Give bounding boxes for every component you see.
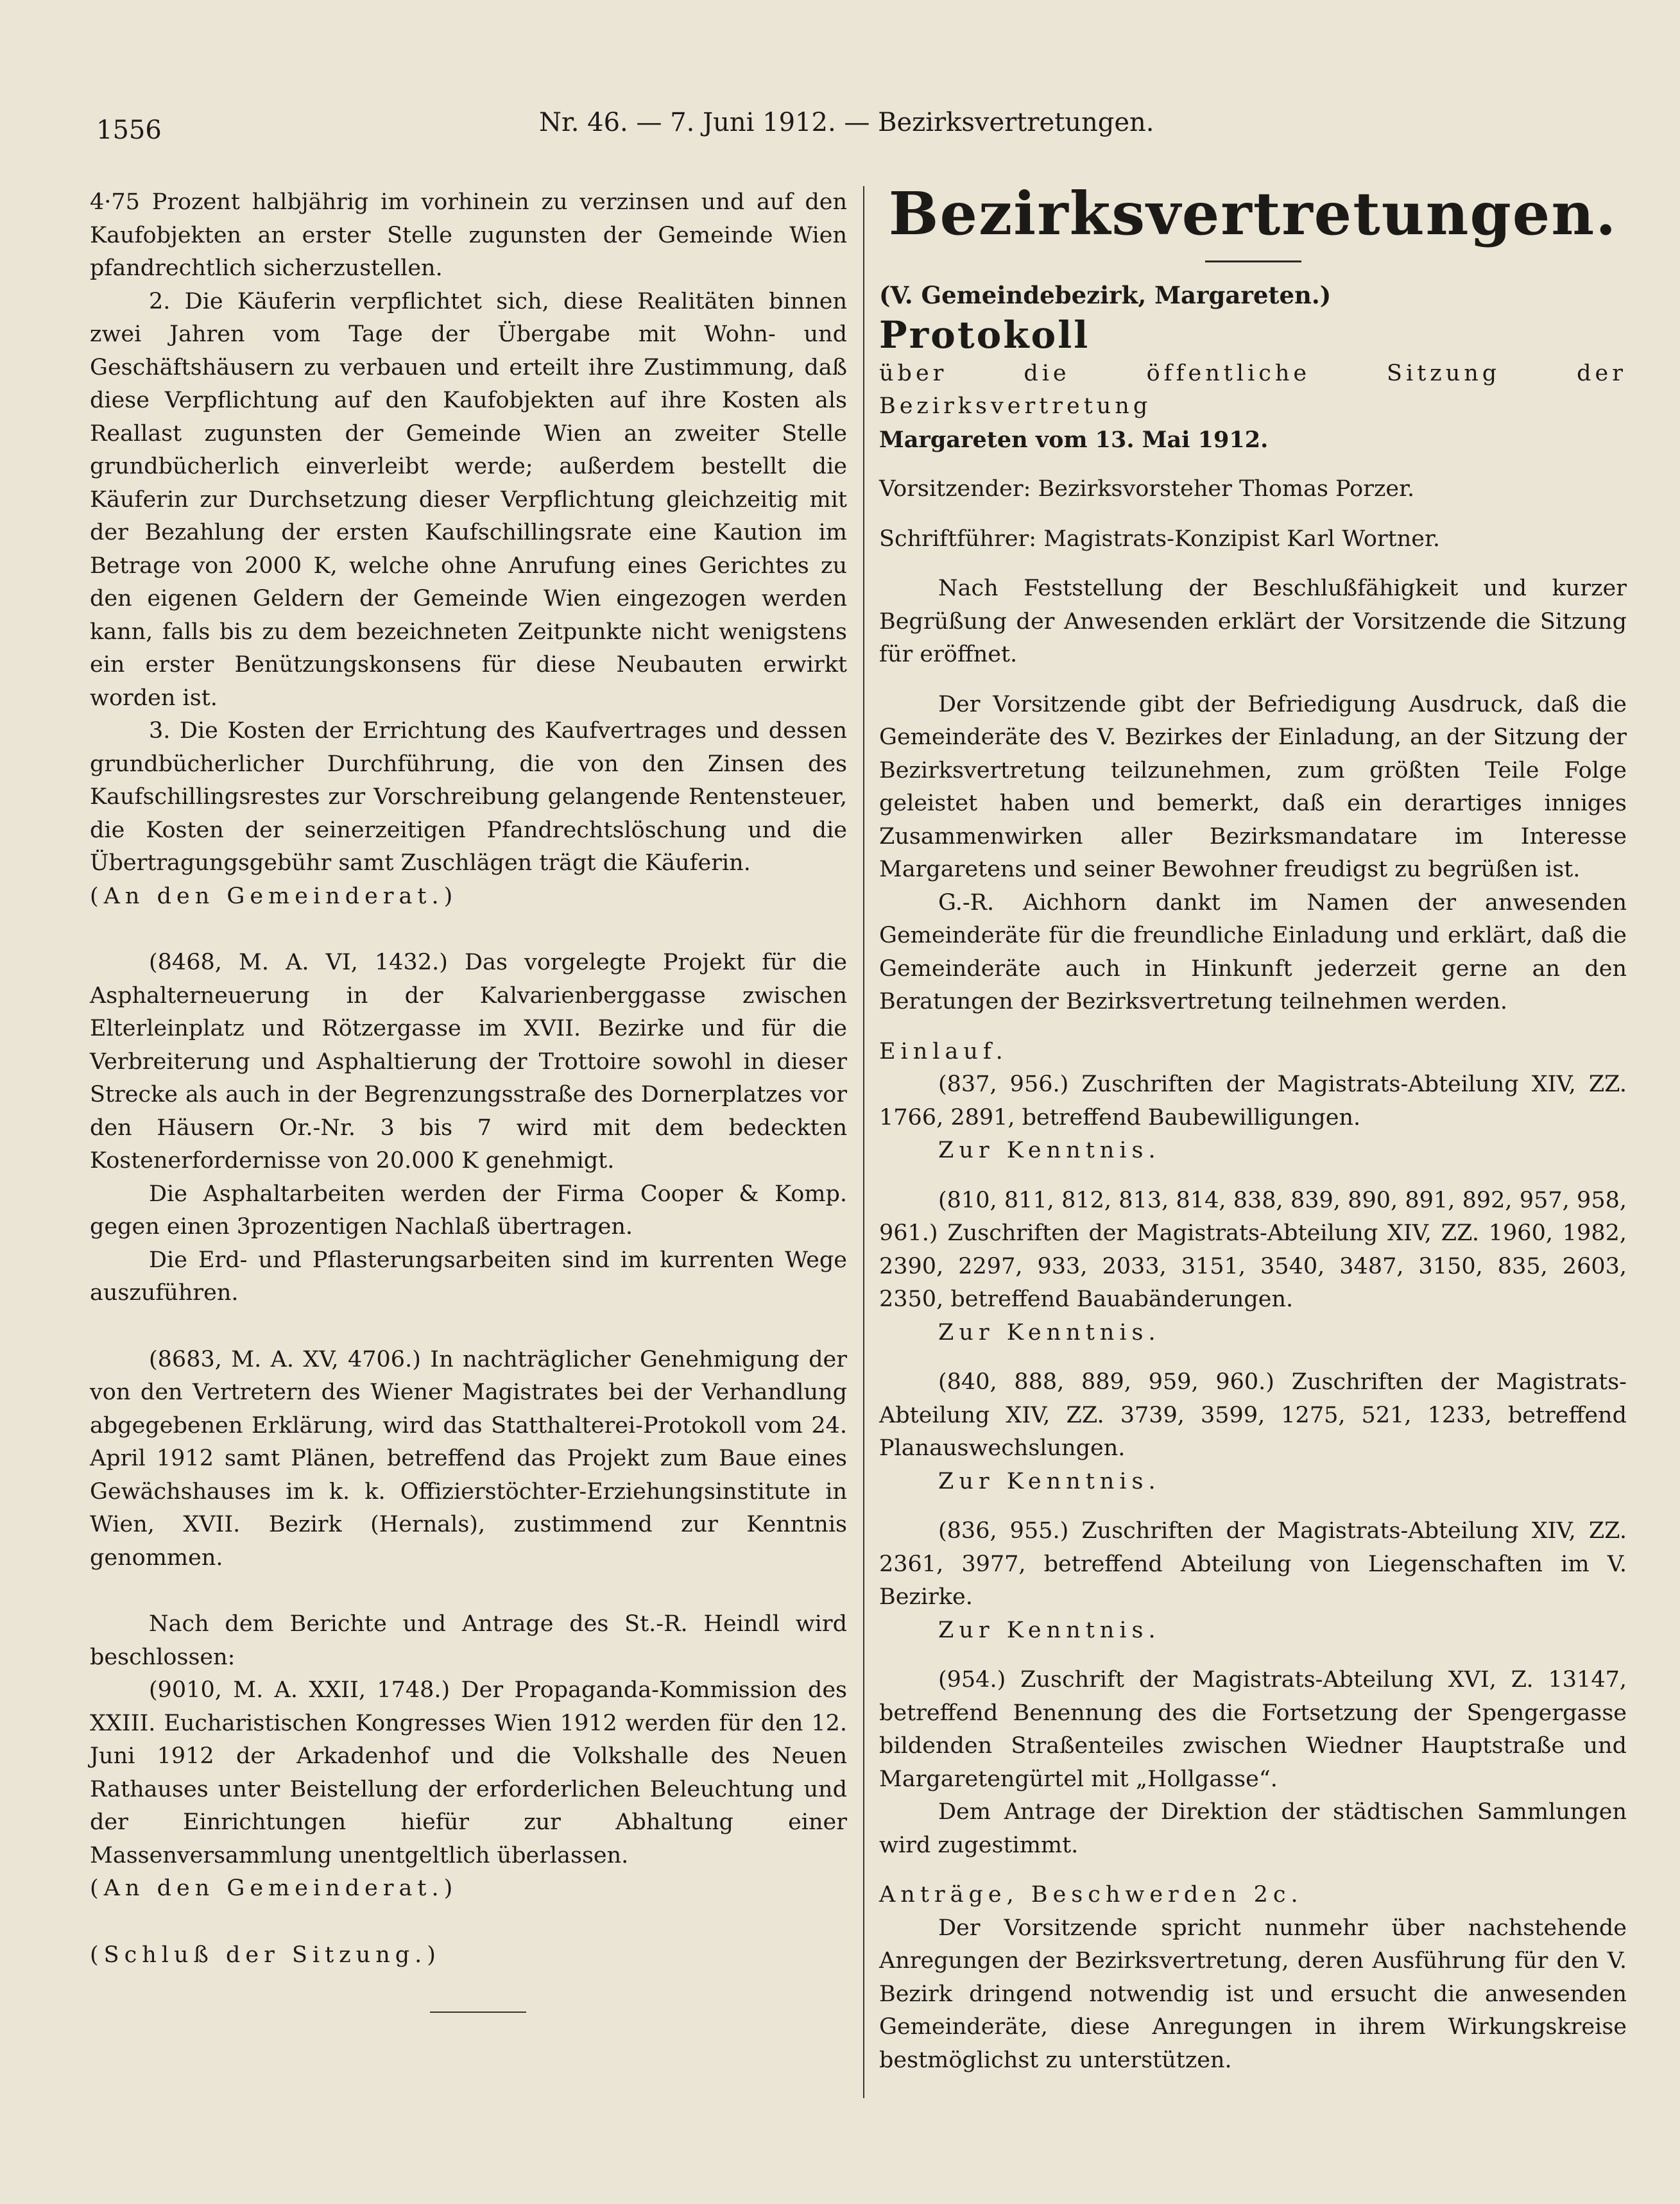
paragraph: 3. Die Kosten der Errichtung des Kaufvertrages und dessen grundbücherlicher Durchführung, die von den Zinsen des Kaufschillingsrestes zur Vorschreibung gelangende Rentensteuer, die Kosten der seinerzeitigen Pfandrechtslöschung und die Übertragungsgebühr samt Zuschlägen trägt die Käuferin.	[90, 718, 847, 876]
page-number: 1556	[96, 115, 162, 145]
paragraph: (836, 955.) Zuschriften der Magistrats-Abteilung XIV, ZZ. 2361, 3977, betreffend Abteilung von Liegenschaften im V. Bezirke.	[879, 1518, 1627, 1610]
paragraph: 2. Die Käuferin verpflichtet sich, diese Realitäten binnen zwei Jahren vom Tage der Übergabe mit Wohn- und Geschäftshäusern zu verbauen und erteilt ihre Zustimmung, daß diese Verpflichtung auf den Kaufobjekten auf ihre Kosten als Reallast zugunsten der Gemeinde Wien an zweiter Stelle grundbücherlich einverleibt werde; außerdem bestellt die Käuferin zur Durchsetzung dieser Verpflichtung gleichzeitig mit der Bezahlung der ersten Kaufschillingsrate eine Kaution im Betrage von 2000 K, welche ohne Anrufung eines Gerichtes zu den eigenen Geldern der Gemeinde Wien eingezogen werden kann, falls bis zu dem bezeichneten Zeitpunkte nicht wenigstens ein erster Benützungskonsens für diese Neubauten erwirkt worden ist.	[90, 288, 847, 711]
decision-note: Zur Kenntnis.	[938, 1617, 1161, 1643]
paragraph: Nach Feststellung der Beschlußfähigkeit und kurzer Begrüßung der Anwesenden erklärt der Vorsitzende die Sitzung für eröffnet.	[879, 576, 1627, 667]
paragraph: (840, 888, 889, 959, 960.) Zuschriften der Magistrats-Abteilung XIV, ZZ. 3739, 3599, 1275, 521, 1233, betreffend Planauswechslungen.	[879, 1369, 1627, 1461]
decision-note: Zur Kenntnis.	[938, 1468, 1161, 1494]
decision-note: Zur Kenntnis.	[938, 1319, 1161, 1345]
paragraph: Der Vorsitzende gibt der Befriedigung Ausdruck, daß die Gemeinderäte des V. Bezirkes der Einladung, an der Sitzung der Bezirksvertretung teilzunehmen, zum größten Teile Folge geleistet haben und bemerkt, daß ein derartiges inniges Zusammenwirken aller Bezirksmandatare im Interesse Margaretens und seiner Bewohner freudigst zu begrüßen ist.	[879, 691, 1627, 882]
paragraph: Die Erd- und Pflasterungsarbeiten sind im kurrenten Wege auszuführen.	[90, 1247, 847, 1306]
paragraph: Dem Antrage der Direktion der städtischen Sammlungen wird zugestimmt.	[879, 1799, 1627, 1858]
left-column	[90, 186, 847, 1972]
paragraph: (810, 811, 812, 813, 814, 838, 839, 890, 891, 892, 957, 958, 961.) Zuschriften der Magistrats-Abteilung XIV, ZZ. 1960, 1982, 2390, 2297, 933, 2033, 3151, 3540, 3487, 3150, 835, 2603, 2350, betreffend Bauabänderungen.	[879, 1187, 1627, 1312]
paragraph: Die Asphaltarbeiten werden der Firma Cooper & Komp. gegen einen 3prozentigen Nachlaß übertragen.	[90, 1181, 847, 1240]
right-column	[879, 179, 1627, 2077]
paragraph: G.-R. Aichhorn dankt im Namen der anwesenden Gemeinderäte für die freundliche Einladung und erklärt, daß die Gemeinderäte auch in Hinkunft jederzeit gerne an den Beratungen der Bezirksvertretung teilnehmen werden.	[879, 889, 1627, 1014]
decision-note: Zur Kenntnis.	[938, 1138, 1161, 1163]
paragraph: (9010, M. A. XXII, 1748.) Der Propaganda-Kommission des XXIII. Eucharistischen Kongresses Wien 1912 werden für den 12. Juni 1912 der Arkadenhof und die Volkshalle des Neuen Rathauses unter Beistellung der erforderlichen Beleuchtung und der Einrichtungen hiefür zur Abhaltung einer Massenversammlung unentgeltlich überlassen.	[90, 1677, 847, 1868]
session-closing: (Schluß der Sitzung.)	[90, 1942, 441, 1968]
protocol-title: Protokoll	[879, 312, 1090, 357]
section-title: Bezirksvertretungen.	[888, 179, 1618, 248]
paragraph: 4·75 Prozent halbjährig im vorhinein zu verzinsen und auf den Kaufobjekten an erster Stelle zugunsten der Gemeinde Wien pfandrechtlich sicherzustellen.	[90, 189, 847, 281]
referral-note: (An den Gemeinderat.)	[90, 883, 458, 909]
district-heading: (V. Gemeindebezirk, Margareten.)	[879, 281, 1332, 309]
protocol-description: über die öffentliche Sitzung der Bezirksvertretung	[879, 360, 1627, 419]
protocol-description-date: Margareten vom 13. Mai 1912.	[879, 426, 1269, 453]
secretary-line: Schriftführer: Magistrats-Konzipist Karl Wortner.	[879, 525, 1440, 552]
referral-note: (An den Gemeinderat.)	[90, 1875, 458, 1901]
running-title: Nr. 46. — 7. Juni 1912. — Bezirksvertretungen.	[539, 108, 1154, 137]
end-rule	[430, 2012, 526, 2013]
column-divider	[863, 186, 864, 2098]
paragraph: (8683, M. A. XV, 4706.) In nachträglicher Genehmigung der von den Vertretern des Wiener Magistrates bei der Verhandlung abgegebenen Erklärung, wird das Statthalterei-Protokoll vom 24. April 1912 samt Plänen, betreffend das Projekt zum Baue eines Gewächshauses im k. k. Offizierstöchter-Erziehungsinstitute in Wien, XVII. Bezirk (Hernals), zustimmend zur Kenntnis genommen.	[90, 1346, 847, 1571]
subheading-einlauf: Einlauf.	[879, 1038, 1008, 1064]
paragraph: (954.) Zuschrift der Magistrats-Abteilung XVI, Z. 13147, betreffend Benennung des die Fortsetzung der Spengergasse bildenden Straßenteiles zwischen Wiedner Hauptstraße und Margaretengürtel mit „Hollgasse“.	[879, 1667, 1627, 1792]
paragraph: (8468, M. A. VI, 1432.) Das vorgelegte Projekt für die Asphalterneuerung in der Kalvarienberggasse zwischen Elterleinplatz und Rötzergasse im XVII. Bezirke und für die Verbreiterung und Asphaltierung der Trottoire sowohl in dieser Strecke als auch in der Begrenzungsstraße des Dornerplatzes vor den Häusern Or.-Nr. 3 bis 7 wird mit dem bedeckten Kostenerfordernisse von 20.000 K genehmigt.	[90, 950, 847, 1174]
paragraph: Der Vorsitzende spricht nunmehr über nachstehende Anregungen der Bezirksvertretung, deren Ausführung für den V. Bezirk dringend notwendig ist und ersucht die anwesenden Gemeinderäte, diese Anregungen in ihrem Wirkungskreise bestmöglichst zu unterstützen.	[879, 1915, 1627, 2073]
paragraph: (837, 956.) Zuschriften der Magistrats-Abteilung XIV, ZZ. 1766, 2891, betreffend Baubewilligungen.	[879, 1072, 1627, 1131]
subheading-antraege: Anträge, Beschwerden 2c.	[879, 1882, 1303, 1908]
title-rule	[1205, 261, 1301, 262]
chair-line: Vorsitzender: Bezirksvorsteher Thomas Porzer.	[879, 476, 1415, 502]
paragraph: Nach dem Berichte und Antrage des St.-R. Heindl wird beschlossen:	[90, 1611, 847, 1670]
